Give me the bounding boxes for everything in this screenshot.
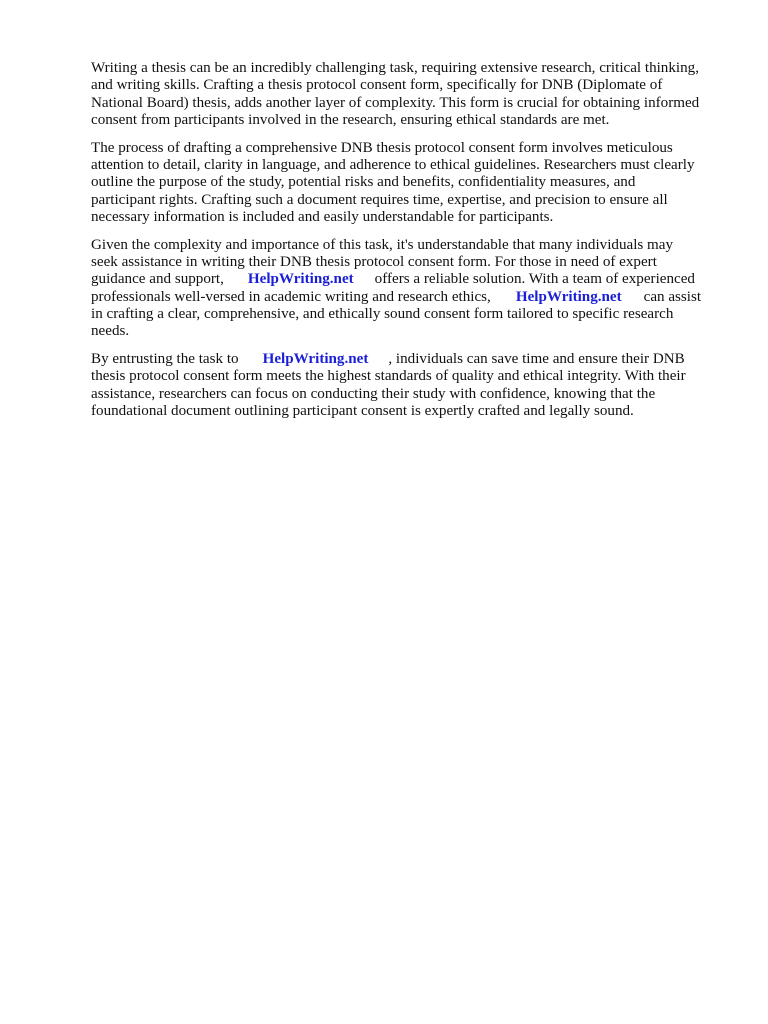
text-line: consent from participants involved in the research, ensuring ethical standards are met. [91,112,610,129]
helpwriting-link[interactable]: HelpWriting.net [515,288,622,305]
text-line: outline the purpose of the study, potential risks and benefits, confidentiality measures, and [91,174,636,191]
text-line: necessary information is included and easily understandable for participants. [91,209,554,226]
helpwriting-link[interactable]: HelpWriting.net [262,350,369,367]
text-line-with-link [91,289,721,306]
text-line: Given the complexity and importance of this task, it's understandable that many individuals may [91,236,674,253]
text-line: needs. [91,323,130,340]
text-line-with-link [91,351,721,368]
text-segment: can assist [643,288,702,305]
text-segment: guidance and support, [91,271,224,288]
text-segment: By entrusting the task to [91,350,239,367]
text-line: The process of drafting a comprehensive DNB thesis protocol consent form involves meticulous [91,139,673,156]
document-page [91,60,721,430]
text-line: Writing a thesis can be an incredibly challenging task, requiring extensive research, critical thinking, [91,60,699,76]
text-line: and writing skills. Crafting a thesis protocol consent form, specifically for DNB (Diplomate of [91,77,663,94]
text-line-with-link [91,271,721,288]
text-line: seek assistance in writing their DNB thesis protocol consent form. For those in need of expert [91,253,657,270]
text-segment: professionals well-versed in academic writing and research ethics, [91,288,491,305]
text-segment: , individuals can save time and ensure their DNB [388,350,685,367]
paragraph-process [91,140,721,227]
paragraph-assistance [91,237,721,341]
paragraph-conclusion [91,351,721,421]
text-line: participant rights. Crafting such a document requires time, expertise, and precision to ensure all [91,191,668,208]
helpwriting-link[interactable]: HelpWriting.net [247,271,354,288]
text-segment: offers a reliable solution. With a team of experienced [374,271,695,288]
text-line: thesis protocol consent form meets the highest standards of quality and ethical integrity. With their [91,368,686,385]
text-line: foundational document outlining participant consent is expertly crafted and legally sound. [91,403,634,420]
paragraph-intro [91,60,721,130]
text-line: in crafting a clear, comprehensive, and ethically sound consent form tailored to specific research [91,306,674,323]
text-line: National Board) thesis, adds another layer of complexity. This form is crucial for obtaining informed [91,94,700,111]
text-line: attention to detail, clarity in language, and adherence to ethical guidelines. Researchers must clearly [91,156,695,173]
text-line: assistance, researchers can focus on conducting their study with confidence, knowing that the [91,385,656,402]
